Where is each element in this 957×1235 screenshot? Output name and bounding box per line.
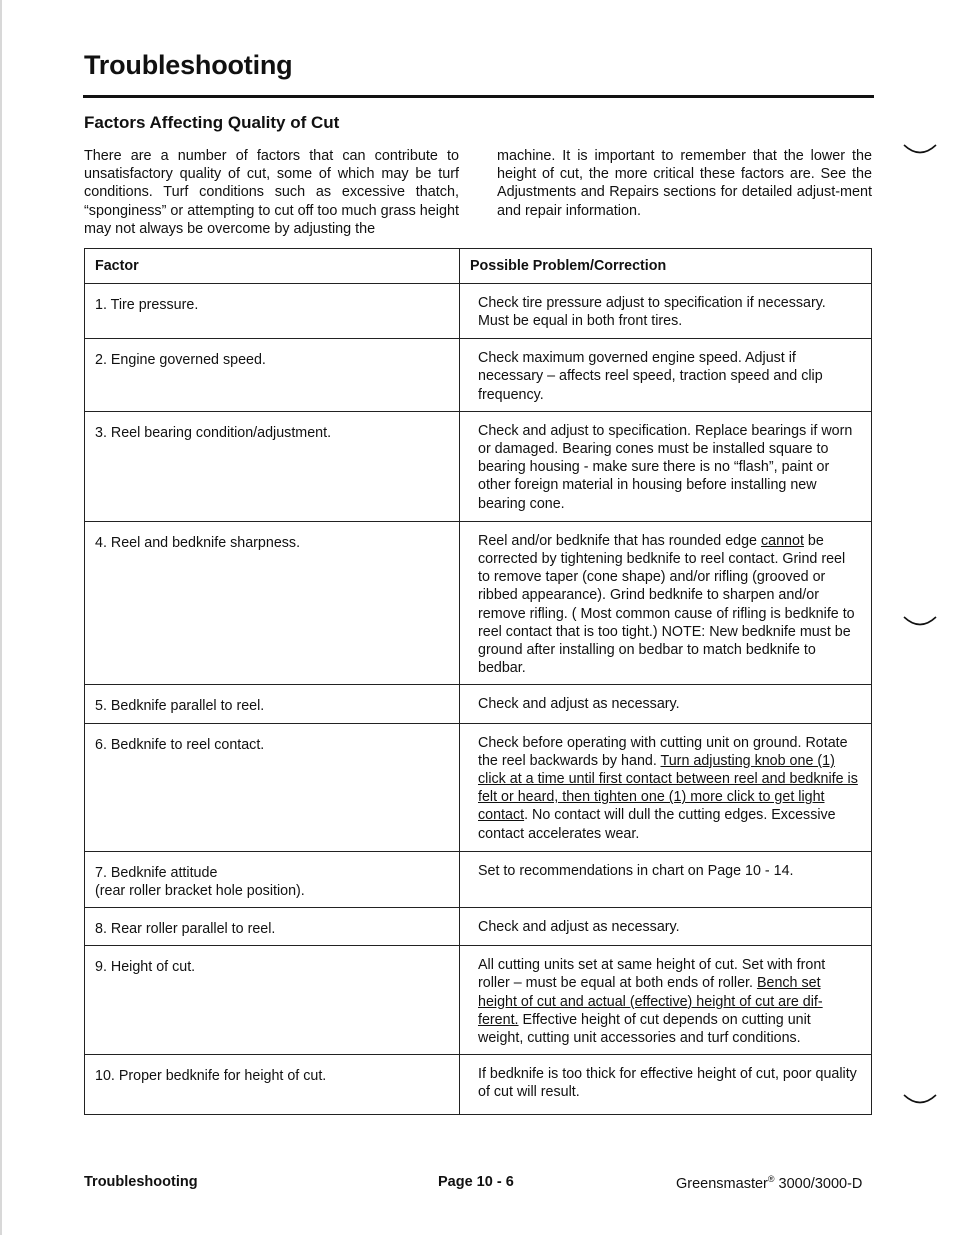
- correction-cell: [460, 521, 872, 685]
- factor-cell: [85, 851, 460, 907]
- footer-model: 3000/3000-D: [774, 1175, 863, 1192]
- factor-cell: 1. Tire pressure.: [85, 284, 460, 339]
- registered-mark: ®: [767, 1174, 775, 1184]
- binding-hole-mark: [903, 1092, 937, 1106]
- correction-cell: Check and adjust as necessary.: [460, 908, 872, 946]
- correction-text: All cutting units set at same height of cut. Set with front roller – must be equal at both ends of roller.: [478, 957, 826, 992]
- intro-paragraph-right: machine. It is important to remember that the lower the height of cut, the more critical these factors are. See the Adjustments and Repairs sections for detailed adjust-ment and repair information.: [497, 148, 872, 219]
- factor-cell: 10. Proper bedknife for height of cut.: [85, 1055, 460, 1115]
- troubleshooting-table: [84, 248, 872, 1115]
- correction-emphasis: Turn adjusting knob one (1) click at a time until first contact between reel and bedknife is felt or heard, then tighten one (1) more click to get light contact: [478, 752, 858, 824]
- correction-text: . No contact will dull the cutting edges. Excessive contact accelerates wear.: [478, 807, 836, 842]
- table-row: [85, 521, 872, 685]
- footer-page-number: Page 10 - 6: [438, 1174, 514, 1190]
- footer-product-name: [676, 1174, 862, 1192]
- factor-cell: 6. Bedknife to reel contact.: [85, 723, 460, 851]
- correction-cell: [460, 946, 872, 1055]
- table-row: [85, 411, 872, 521]
- section-heading: Factors Affecting Quality of Cut: [84, 113, 340, 132]
- correction-text: Effective height of cut depends on cutting unit weight, cutting unit accessories and turf conditions.: [478, 1011, 811, 1047]
- table-row: [85, 339, 872, 412]
- footer-brand: Greensmaster: [676, 1175, 768, 1192]
- correction-emphasis: cannot: [760, 532, 804, 549]
- factor-cell: 3. Reel bearing condition/adjustment.: [85, 411, 460, 521]
- table-row: [85, 685, 872, 723]
- correction-cell: Set to recommendations in chart on Page 10 - 14.: [460, 851, 872, 907]
- binding-hole-mark: [903, 614, 937, 628]
- page-edge: [0, 0, 2, 1235]
- factor-cell: 2. Engine governed speed.: [85, 339, 460, 412]
- header-correction: Possible Problem/Correction: [460, 249, 872, 284]
- table-row: [85, 946, 872, 1055]
- correction-cell: Check maximum governed engine speed. Adjust if necessary – affects reel speed, traction speed and clip frequency.: [460, 339, 872, 412]
- correction-cell: Check tire pressure adjust to specification if necessary. Must be equal in both front tires.: [460, 284, 872, 339]
- correction-text: Reel and/or bedknife that has rounded edge: [478, 532, 761, 549]
- factor-cell: 5. Bedknife parallel to reel.: [85, 685, 460, 723]
- factor-cell: 8. Rear roller parallel to reel.: [85, 908, 460, 946]
- factor-line: 7. Bedknife attitude: [95, 864, 218, 881]
- correction-cell: Check and adjust to specification. Replace bearings if worn or damaged. Bearing cones must be installed square to bearing housing - make sure there is no “flash”, paint or other foreign material in housing before installing new bearing cone.: [460, 411, 872, 521]
- table-row: [85, 284, 872, 339]
- factor-cell: 9. Height of cut.: [85, 946, 460, 1055]
- intro-paragraph-left: There are a number of factors that can contribute to unsatisfactory quality of cut, some of which may be turf conditions. Turf conditions such as excessive thatch, “sponginess” or attempting to cut off too much grass height may not always be overcome by adjusting the: [84, 148, 459, 237]
- table-row: [85, 851, 872, 907]
- table-header-row: [85, 249, 872, 284]
- title-rule: [83, 95, 874, 98]
- correction-cell: If bedknife is too thick for effective height of cut, poor quality of cut will result.: [460, 1055, 872, 1115]
- table-row: [85, 723, 872, 851]
- factor-line: (rear roller bracket hole position).: [95, 882, 305, 899]
- correction-cell: Check and adjust as necessary.: [460, 685, 872, 723]
- correction-text: be corrected by tightening bedknife to reel contact. Grind reel to remove taper (cone shape) and/or rifling (grooved or ribbed appearance). Grind bedknife to sharpen and/or remove rifling. ( Most common cause of rifling is bedknife to reel contact that is too tight.) NOTE: New bedknife must be ground after installing on bedbar to match bedknife to bedbar.: [478, 532, 855, 677]
- correction-emphasis: Bench set height of cut and actual (effective) height of cut are dif-ferent.: [478, 975, 823, 1028]
- binding-hole-mark: [903, 142, 937, 156]
- page-title: Troubleshooting: [84, 50, 293, 80]
- correction-cell: [460, 723, 872, 851]
- table-row: [85, 908, 872, 946]
- footer-section-name: Troubleshooting: [84, 1174, 198, 1190]
- table-row: [85, 1055, 872, 1115]
- factor-cell: 4. Reel and bedknife sharpness.: [85, 521, 460, 685]
- header-factor: Factor: [85, 249, 460, 284]
- correction-text: Check before operating with cutting unit on ground. Rotate the reel backwards by hand.: [478, 734, 848, 769]
